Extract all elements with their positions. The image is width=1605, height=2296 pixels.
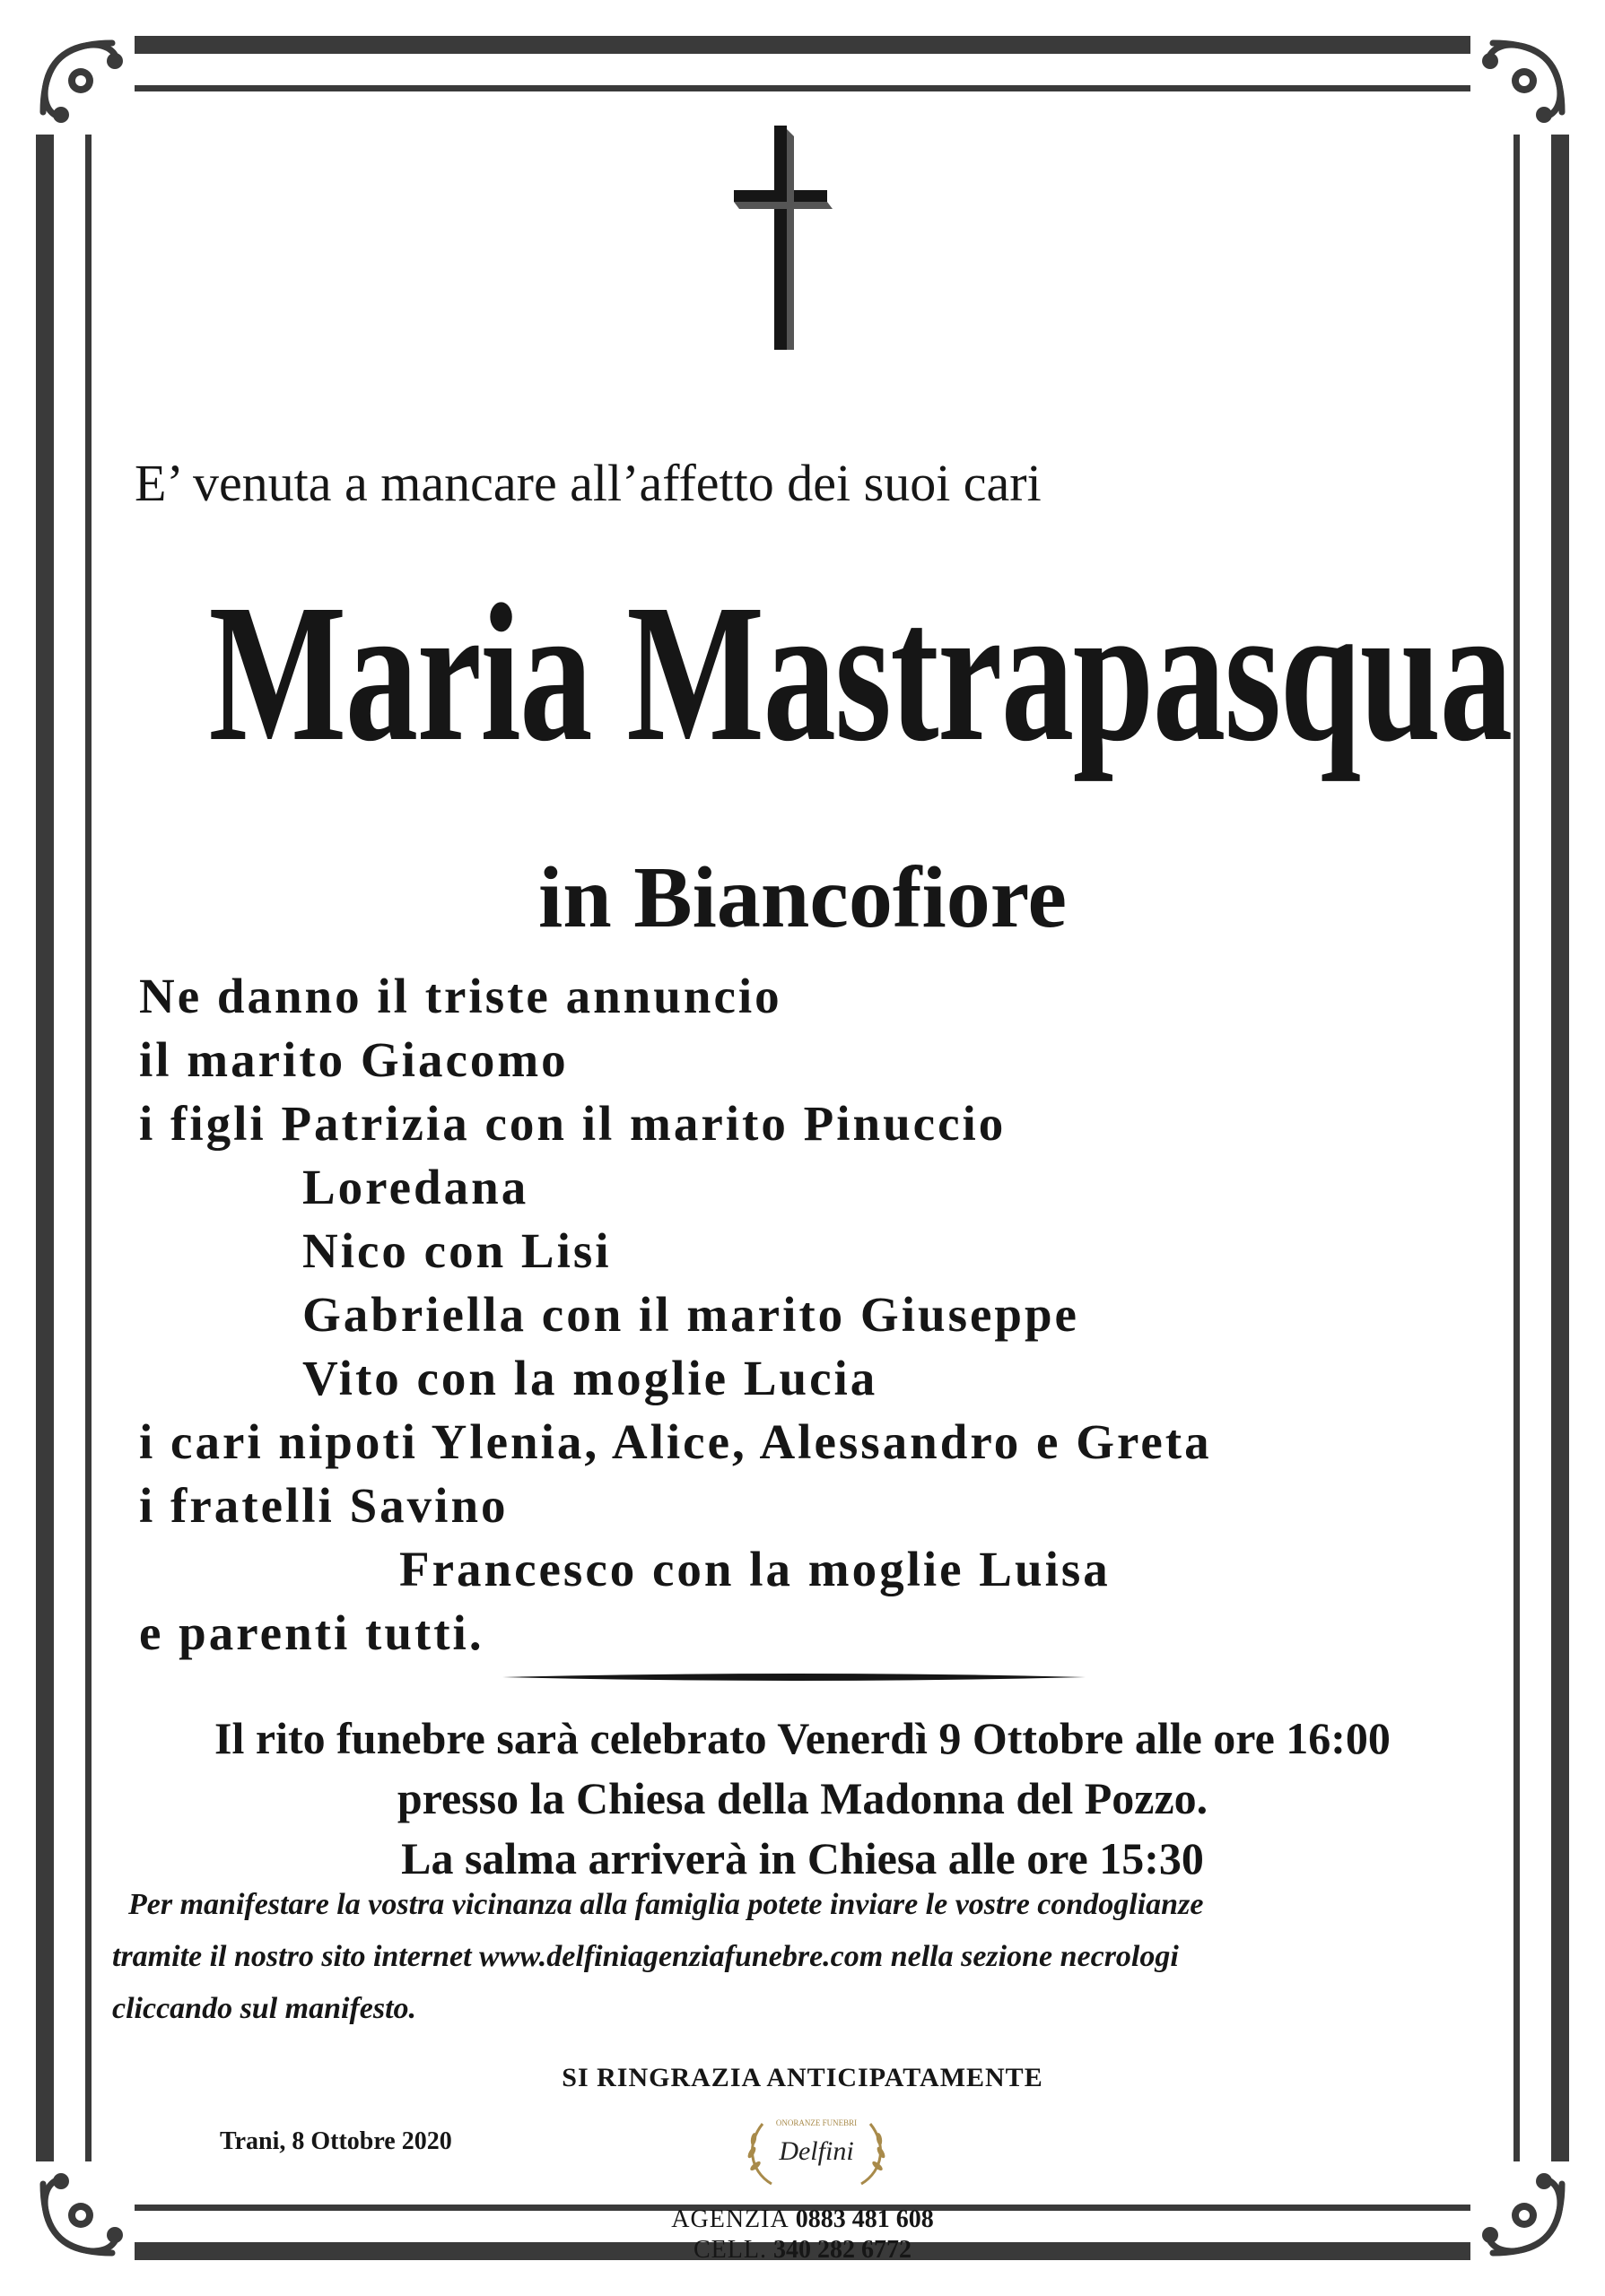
married-name: in Biancofiore [538, 849, 1067, 946]
rite-line: presso la Chiesa della Madonna del Pozzo. [397, 1773, 1208, 1823]
divider [502, 1668, 1086, 1686]
phone-number: 0883 481 608 [795, 2205, 934, 2233]
family-line: Loredana [302, 1160, 529, 1214]
family-line: Francesco con la moglie Luisa [399, 1542, 1111, 1596]
condolence-line: Per manifestare la vostra vicinanza alla famiglia potete inviare le vostre condoglianze [128, 1888, 1204, 1921]
family-line: e parenti tutti. [139, 1605, 484, 1660]
date-line: Trani, 8 Ottobre 2020 [220, 2127, 452, 2155]
family-line: il marito Giacomo [139, 1032, 569, 1087]
mobile-number: 340 282 6772 [773, 2236, 912, 2264]
corner-ornament-icon [1470, 27, 1578, 135]
corner-ornament-icon [27, 27, 135, 135]
agency-contacts [0, 2205, 1605, 2266]
family-line: Nico con Lisi [302, 1223, 612, 1278]
thanks-text: SI RINGRAZIA ANTICIPATAMENTE [562, 2063, 1043, 2092]
condolence-note [112, 1879, 1494, 2035]
condolence-line: tramite il nostro sito internet www.delfiniagenziafunebre.com nella sezione necrologi [112, 1940, 1179, 1973]
logo-name: Delfini [779, 2136, 854, 2166]
intro-text: E’ venuta a mancare all’affetto dei suoi cari [135, 454, 1042, 512]
condolence-line: cliccando sul manifesto. [112, 1992, 417, 2025]
phone-label: AGENZIA [671, 2205, 789, 2233]
family-line: Vito con la moglie Lucia [302, 1351, 878, 1405]
funeral-details [0, 1709, 1605, 1889]
logo-top-text: ONORANZE FUNEBRI [775, 2118, 858, 2127]
mobile-label: CELL. [693, 2236, 767, 2264]
family-line: i figli Patrizia con il marito Pinuccio [139, 1096, 1007, 1151]
rite-line: Il rito funebre sarà celebrato Venerdì 9 Ottobre alle ore 16:00 [214, 1713, 1391, 1763]
family-line: i fratelli Savino [139, 1478, 509, 1533]
rite-line: La salma arriverà in Chiesa alle ore 15:30 [401, 1833, 1204, 1883]
family-line: Ne danno il triste annuncio [139, 969, 782, 1023]
family-announcement [139, 964, 1212, 1665]
deceased-name: Maria Mastrapasqua [208, 563, 1512, 782]
cross-icon [734, 126, 833, 359]
family-line: i cari nipoti Ylenia, Alice, Alessandro e Greta [139, 1414, 1212, 1469]
family-line: Gabriella con il marito Giuseppe [302, 1287, 1079, 1342]
agency-logo [736, 2108, 897, 2193]
